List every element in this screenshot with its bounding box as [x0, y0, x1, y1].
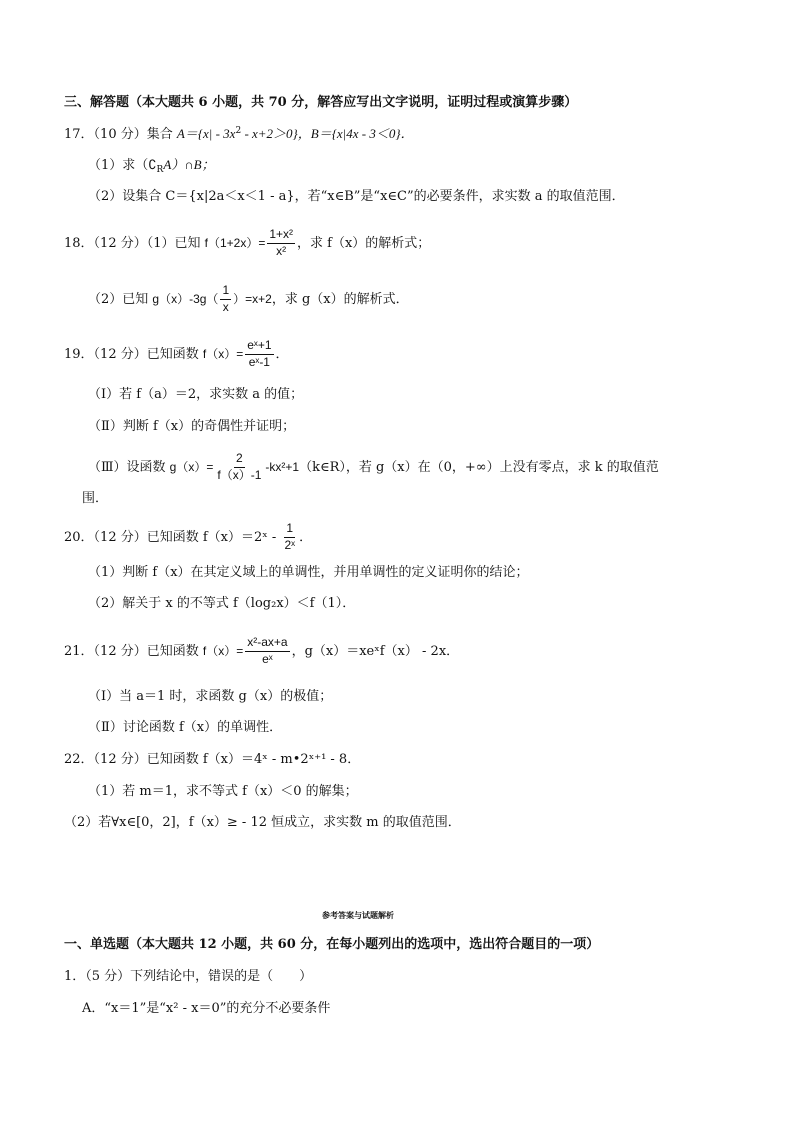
q18-numerator: 1+x²: [267, 228, 295, 244]
q19-fraction: [245, 339, 273, 370]
q19-fx: f（x）=: [202, 346, 244, 361]
q17-part-2: （2）设集合 C＝{x|2a＜x＜1 - a}，若“x∈B”是“x∈C”的必要条件，求实数 a 的取值范围．: [88, 189, 625, 204]
q18-p2-numerator: 1: [220, 284, 231, 300]
question-18: [64, 228, 430, 259]
q17-set-a-exp: 2: [235, 126, 242, 136]
q19-part-3-wrap: 围．: [82, 491, 109, 506]
question-19: [64, 339, 289, 370]
q17-set-a-rest: - x+2＞0}，: [241, 126, 311, 141]
q21-numerator: x²-ax+a: [245, 636, 289, 652]
q19-p3-numerator: 2: [234, 452, 245, 468]
q19-p3-expr2: -kx²+1: [265, 459, 300, 474]
q19-p3-fraction: [215, 452, 263, 483]
q19-p3-denominator: f（x）-1: [217, 467, 262, 482]
q21-fx: f（x）=: [202, 643, 244, 658]
answers-section-1-heading: 一、单选题（本大题共 12 小题，共 60 分，在每小题列出的选项中，选出符合题目的一项）: [64, 937, 600, 952]
q17-p1-sub: R: [156, 165, 164, 175]
q19-denominator: eˣ-1: [248, 354, 270, 369]
q21-tail: ，g（x）＝xeˣf（x） - 2x．: [291, 643, 460, 659]
q18-fx: f（1+2x）=: [204, 235, 266, 250]
q18-p2-fraction: [220, 284, 231, 315]
q20-part-2: （2）解关于 x 的不等式 f（log₂x）＜f（1）．: [88, 596, 356, 611]
q18-head: 18．（12 分）（1）已知: [64, 235, 205, 251]
q21-part-1: （Ⅰ）当 a＝1 时，求函数 g（x）的极值；: [88, 689, 333, 704]
q18-p2-expr: g（x）-3g（: [152, 291, 219, 306]
q18-p2-head: （2）已知: [88, 291, 153, 307]
q19-head: 19．（12 分）已知函数: [64, 346, 203, 362]
q20-end: ．: [299, 529, 313, 545]
q18-part-2: [88, 284, 409, 315]
question-21: [64, 636, 459, 667]
question-17: [64, 127, 414, 141]
q17-set-b: B＝{x|4x - 3＜0}．: [310, 126, 414, 141]
question-22: 22．（12 分）已知函数 f（x）＝4ˣ - m•2ˣ⁺¹ - 8．: [64, 752, 361, 767]
q18-p2-tail: ，求 g（x）的解析式．: [271, 291, 409, 307]
q19-p3-expr: g（x）=: [169, 459, 214, 474]
q19-numerator: eˣ+1: [245, 339, 273, 355]
q20-part-1: （1）判断 f（x）在其定义域上的单调性，并用单调性的定义证明你的结论；: [88, 565, 529, 580]
q20-head: 20．（12 分）已知函数 f（x）＝2ˣ -: [64, 529, 281, 545]
q17-part-1: [88, 157, 215, 175]
q19-p3-tail: （k∈R），若 g（x）在（0，+∞）上没有零点，求 k 的取值范: [299, 459, 659, 475]
q19-end: ．: [275, 346, 289, 362]
q18-p2-expr2: ）=x+2: [233, 291, 272, 306]
q21-denominator: eˣ: [262, 651, 273, 666]
answer-q1-option-a: A．“x＝1”是“x² - x＝0”的充分不必要条件: [82, 1001, 331, 1016]
section-3-heading: 三、解答题（本大题共 6 小题，共 70 分，解答应写出文字说明，证明过程或演算步骤）: [64, 95, 578, 110]
q21-fraction: [245, 636, 289, 667]
q17-p1-text: （1）求（∁: [88, 158, 157, 173]
answer-question-1: 1．（5 分）下列结论中，错误的是（ ）: [64, 969, 313, 984]
q19-part-3: [88, 452, 659, 483]
q20-numerator: 1: [284, 522, 295, 538]
q21-part-2: （Ⅱ）讨论函数 f（x）的单调性．: [88, 720, 283, 735]
q19-p3-head: （Ⅲ）设函数: [88, 459, 170, 475]
q19-part-2: （Ⅱ）判断 f（x）的奇偶性并证明；: [88, 419, 296, 434]
q18-fraction: [267, 228, 295, 259]
q18-tail: ，求 f（x）的解析式；: [297, 235, 431, 251]
q19-part-1: （Ⅰ）若 f（a）＝2，求实数 a 的值；: [88, 387, 304, 402]
q20-fraction: [282, 522, 297, 553]
q22-part-1: （1）若 m＝1，求不等式 f（x）＜0 的解集；: [88, 784, 358, 799]
question-20: [64, 522, 312, 553]
q21-head: 21．（12 分）已知函数: [64, 643, 203, 659]
answers-title: 参考答案与试题解析: [322, 910, 394, 920]
q17-head: 17．（10 分）集合: [64, 127, 177, 142]
q22-part-2: （2）若∀x∈[0，2]，f（x）≥ - 12 恒成立，求实数 m 的取值范围．: [64, 815, 461, 830]
q17-set-a: A＝{x| - 3x: [176, 126, 236, 141]
q18-denominator: x²: [276, 243, 287, 258]
q17-p1-rest: A）∩B；: [163, 157, 215, 172]
q18-p2-denominator: x: [222, 299, 229, 314]
q20-denominator: 2ˣ: [284, 537, 296, 552]
